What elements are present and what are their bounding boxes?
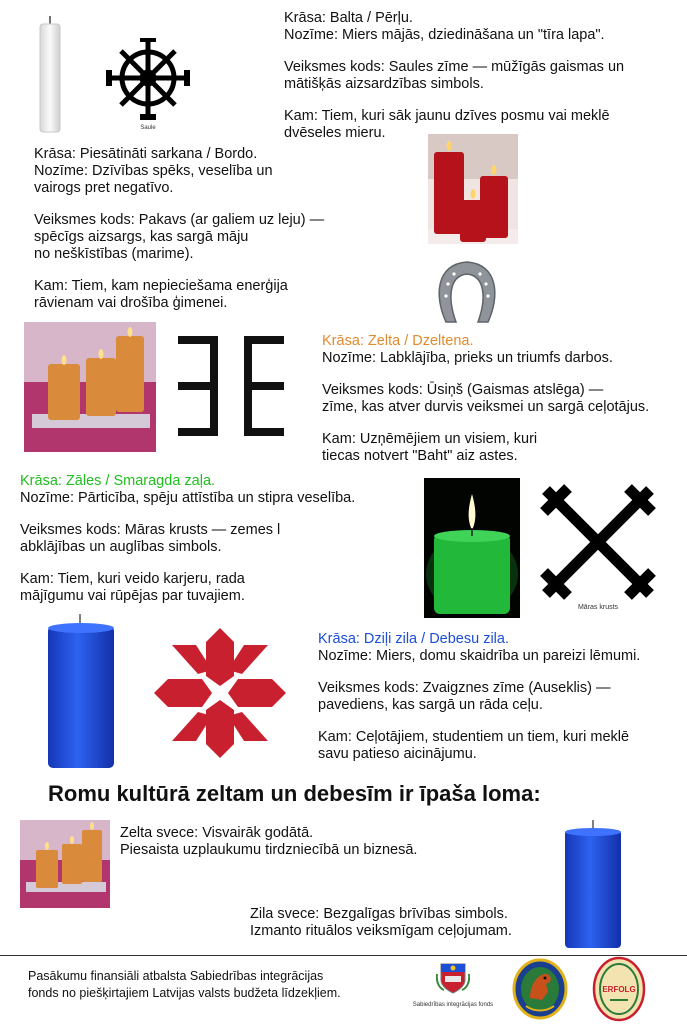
green-candle-image — [424, 478, 520, 618]
footer-divider — [0, 955, 687, 956]
red-candles-image — [428, 134, 518, 244]
meaning: Nozīme: Pārticība, spēju attīstība un stipra veselība. — [20, 490, 356, 506]
luck-code: Veiksmes kods: Māras krusts — zemes l abklājības un auglības simbols. — [20, 522, 281, 555]
gold-candle-roma-text — [120, 825, 540, 859]
auseklis-symbol — [154, 628, 286, 758]
saule-caption: Saule — [140, 125, 156, 131]
section-red-text — [34, 146, 414, 312]
for-whom: Kam: Tiem, kuri veido karjeru, rada mājīgumu vai rūpējas par tuvajiem. — [20, 571, 245, 604]
for-whom: Kam: Ceļotājiem, studentiem un tiem, kuri meklē savu patieso aicinājumu. — [318, 729, 630, 762]
horseshoe-icon — [432, 252, 502, 326]
luck-code: Veiksmes kods: Zvaigznes zīme (Auseklis) — pavediens, kas sargā un rāda ceļu. — [318, 680, 611, 713]
blue-candle-description: Zila svece: Bezgalīgas brīvības simbols. Izmanto rituālos veiksmīgam ceļojumam. — [250, 906, 512, 939]
horse-emblem-logo — [512, 958, 568, 1020]
blue-candle-small-image — [562, 818, 624, 950]
blue-candle-image — [44, 612, 118, 770]
sif-logo — [410, 960, 496, 1009]
section-blue-text — [318, 631, 682, 763]
erfolg-logo-text: ERFOLG — [602, 985, 636, 994]
roma-heading: Romu kultūrā zeltam un debesīm ir īpaša loma: — [48, 781, 541, 806]
gold-candles-image — [24, 322, 156, 452]
erfolg-logo — [592, 956, 646, 1022]
color-label: Krāsa: Zāles / Smaragda zaļa. — [20, 473, 216, 489]
for-whom: Kam: Tiem, kam nepieciešama enerģija rāvienam vai drošība ģimenei. — [34, 278, 288, 311]
color-label: Krāsa: Zelta / Dzeltena. — [322, 333, 474, 349]
for-whom: Kam: Tiem, kuri sāk jaunu dzīves posmu vai meklē dvēseles mieru. — [284, 108, 610, 141]
blue-candle-roma-text — [250, 906, 560, 940]
luck-code: Veiksmes kods: Saules zīme — mūžīgās gaismas un mātišķās aizsardzības simbols. — [284, 59, 625, 92]
color-label: Krāsa: Piesātināti sarkana / Bordo. — [34, 146, 258, 162]
color-label: Krāsa: Dziļi zila / Debesu zila. — [318, 631, 509, 647]
meaning: Nozīme: Dzīvības spēks, veselība un vairogs pret negatīvo. — [34, 163, 273, 196]
luck-code: Veiksmes kods: Pakavs (ar galiem uz leju) — spēcīgs aizsargs, kas sargā māju no neškīstības (marime). — [34, 212, 325, 262]
white-candle-image — [36, 14, 64, 134]
usins-symbol — [176, 334, 286, 438]
section-green-text — [20, 473, 420, 605]
maras-krusts-symbol — [536, 482, 660, 612]
for-whom: Kam: Uzņēmējiem un visiem, kuri tiecas notvert "Baht" aiz astes. — [322, 431, 538, 464]
latvia-coat-of-arms-icon — [436, 960, 470, 996]
saules-zime-symbol — [106, 38, 190, 132]
meaning: Nozīme: Miers mājās, dziedināšana un "tīra lapa". — [284, 27, 605, 43]
luck-code: Veiksmes kods: Ūsiņš (Gaismas atslēga) — zīme, kas atver durvis veiksmei un sargā ceļotājus. — [322, 382, 650, 415]
color-label: Krāsa: Balta / Pērļu. — [284, 10, 413, 26]
gold-candles-small-image — [20, 820, 110, 908]
meaning: Nozīme: Miers, domu skaidrība un pareizi lēmumi. — [318, 648, 641, 664]
gold-candle-description: Zelta svece: Visvairāk godātā. Piesaista uzplaukumu tirdzniecībā un biznesā. — [120, 825, 418, 858]
section-white-text — [284, 10, 679, 142]
maras-krusts-caption: Māras krusts — [577, 604, 619, 611]
meaning: Nozīme: Labklājība, prieks un triumfs darbos. — [322, 350, 613, 366]
sif-logo-caption: Sabiedrības integrācijas fonds — [412, 1002, 494, 1008]
funding-notice: Pasākumu finansiāli atbalsta Sabiedrības integrācijas fonds no piešķirtajiem Latvijas valsts budžeta līdzekļiem. — [28, 969, 341, 1000]
section-gold-text — [322, 333, 682, 465]
